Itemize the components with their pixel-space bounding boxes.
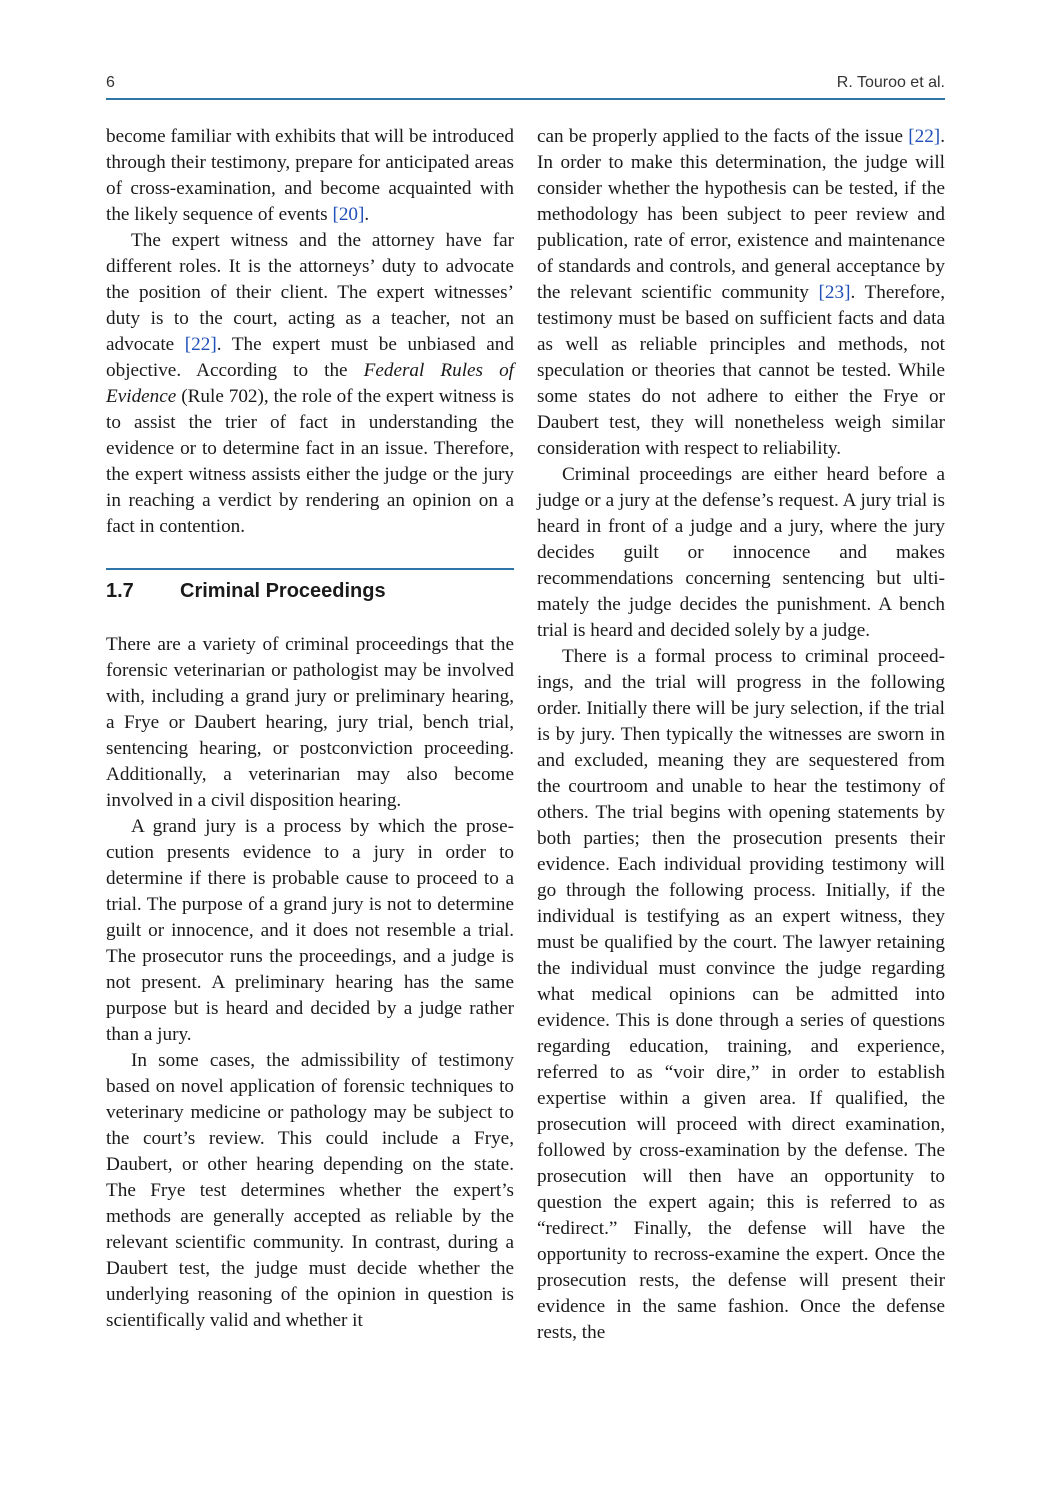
left-column bbox=[106, 124, 514, 1334]
paragraph-admissibility: In some cases, the admissibility of testimony based on novel application of forensic techniques to veterinary medicine or pathology may be subject to the court’s review. This could include a Frye, Daubert, or other hearing depending on the state. The Frye test determines whether the expert’s methods are generally accepted as reliable by the relevant scientific community. In contrast, during a Daubert test, the judge must decide whether the underlying reasoning of the opinion in question is scientifically valid and whether it bbox=[106, 1050, 514, 1331]
page-number: 6 bbox=[106, 74, 115, 91]
citation-link-22[interactable]: [22] bbox=[184, 334, 217, 355]
paragraph-continued: become familiar with exhibits that will be introduced through their testimony, prepare for anticipated areas of cross-examination, and become acquainted with the likely sequence of events [20]. bbox=[106, 126, 514, 225]
paragraph-expert-roles: The expert witness and the attorney have far different roles. It is the attorneys’ duty to advocate the position of their client. The expert witnesses’ duty is to the court, acting as a teacher, not an advocate [22]. The expert must be unbiased and objective. According to the Federal Rules of Evidence (Rule 702), the role of the expert witness is to assist the trier of fact in understanding the evidence or to determine fact in an issue. Therefore, the expert witness assists either the judge or the jury in reaching a verdict by rendering an opinion on a fact in contention. bbox=[106, 230, 514, 537]
section-heading bbox=[106, 568, 514, 614]
italic-title-federal-rules: Federal Rules of Evidence bbox=[106, 360, 514, 407]
running-author: R. Touroo et al. bbox=[836, 74, 945, 91]
paragraph-daubert-continued: can be properly applied to the facts of the issue [22]. In order to make this determination, the judge will consider whether the hypothesis can be tested, if the methodology has been subject to peer review and publication, rate of error, existence and maintenance of standards and controls, and general acceptance by the relevant scientific community [23]. Therefore, testimony must be based on sufficient facts and data as well as reliable principles and methods, not speculation or theories that cannot be tested. While some states do not adhere to either the Frye or Daubert test, they will nonetheless weigh similar consideration with respect to reliability. bbox=[537, 126, 945, 459]
paragraph-trial-process: There is a formal process to criminal proceedings, and the trial will progress in the following order. Initially there will be jury selection, if the trial is by jury. Then typically the witnesses are sworn in and excluded, meaning they are sequestered from the courtroom and unable to hear the testimony of others. The trial begins with opening statements by both parties; then the prosecution presents their evidence. Each individual providing testimony will go through the following process. Initially, if the individual is testifying as an expert witness, they must be qualified by the court. The lawyer retaining the individual must convince the judge regarding what medical opinions can be admitted into evidence. This is done through a series of questions regarding education, training, and experience, referred to as “voir dire,” in order to establish expertise within a given area. If qualified, the prosecution will proceed with direct examination, followed by cross-examination by the defense. The prosecution will then have an opportunity to question the expert again; this is referred to as “redirect.” Finally, the defense will have the opportunity to recross-examine the expert. Once the prosecution rests, the defense will present their evidence in the same fashion. Once the defense rests, the bbox=[537, 646, 945, 1343]
citation-link-22b[interactable]: [22] bbox=[908, 126, 941, 147]
paragraph-jury-bench: Criminal proceedings are either heard before a judge or a jury at the defense’s request. A jury trial is heard in front of a judge and a jury, where the jury decides guilt or innocence and makes recommendations concerning sentencing but ultimately the judge decides the punishment. A bench trial is heard and decided solely by a judge. bbox=[537, 464, 945, 641]
section-number: 1.7 bbox=[106, 580, 134, 602]
running-header bbox=[106, 72, 945, 100]
right-column bbox=[537, 124, 945, 1346]
section-title: Criminal Proceedings bbox=[180, 580, 386, 602]
citation-link-20[interactable]: [20] bbox=[332, 204, 365, 225]
paragraph-proceedings-list: There are a variety of criminal proceedings that the forensic veterinarian or pathologist may be involved with, including a grand jury or preliminary hearing, a Frye or Daubert hearing, jury trial, bench trial, sentencing hearing, or postconviction proceeding. Additionally, a veterinarian may also become involved in a civil disposition hearing. bbox=[106, 634, 514, 811]
paragraph-grand-jury: A grand jury is a process by which the prosecution presents evidence to a jury in order to determine if there is probable cause to proceed to a trial. The purpose of a grand jury is not to determine guilt or innocence, and it does not resemble a trial. The prosecutor runs the proceedings, and a judge is not present. A preliminary hearing has the same purpose but is heard and decided by a judge rather than a jury. bbox=[106, 816, 514, 1045]
citation-link-23[interactable]: [23] bbox=[818, 282, 851, 303]
